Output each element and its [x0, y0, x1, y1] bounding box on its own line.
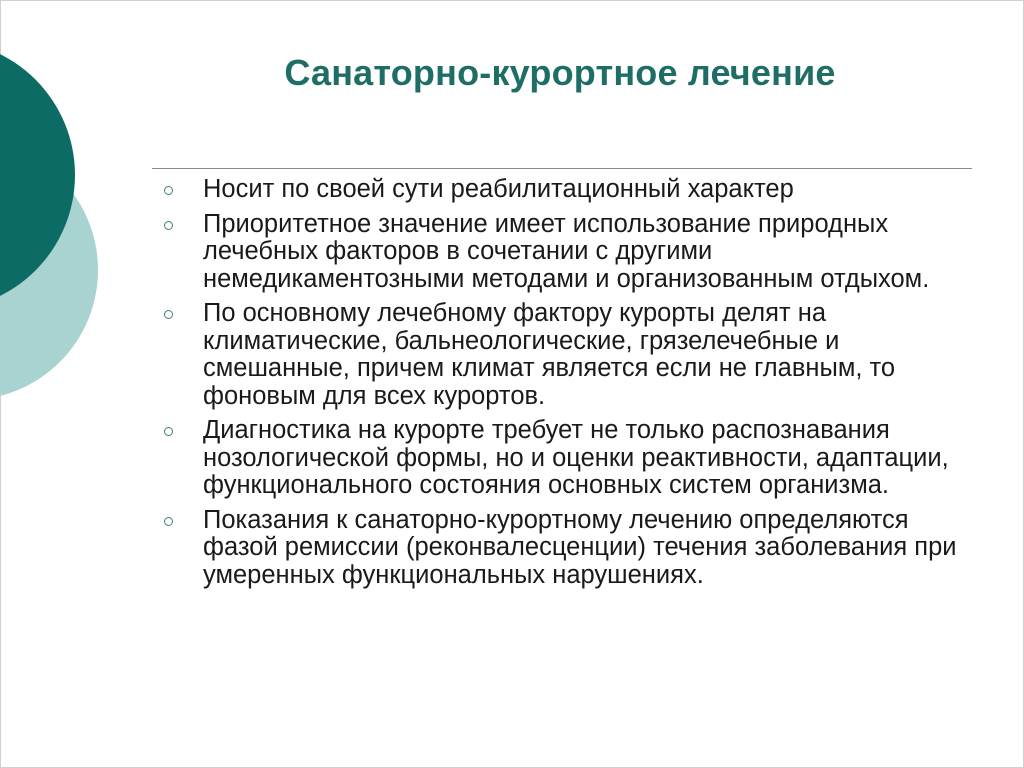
slide-title: Санаторно-курортное лечение	[284, 52, 836, 93]
bullet-text: Диагностика на курорте требует не только распознавания нозологической формы, но и оценки реактивности, адаптации, функционального состояния основных систем организма.	[203, 416, 949, 499]
bullet-list	[160, 176, 980, 596]
bullet-text: Носит по своей сути реабилитационный характер	[203, 175, 794, 203]
bullet-item	[160, 176, 980, 204]
bullet-item	[160, 417, 980, 500]
bullet-item	[160, 211, 980, 294]
decorative-circles	[0, 0, 110, 420]
bullet-text: Показания к санаторно-курортному лечению определяются фазой ремиссии (реконвалесценции) течения заболевания при умеренных функциональных нарушениях.	[203, 505, 957, 589]
hollow-circle-bullet-icon	[164, 427, 173, 436]
hollow-circle-bullet-icon	[164, 517, 173, 526]
bullet-text: Приоритетное значение имеет использование природных лечебных факторов в сочетании с другими немедикаментозными методами и организованным отдыхом.	[203, 209, 930, 293]
hollow-circle-bullet-icon	[164, 310, 173, 319]
bullet-text: По основному лечебному фактору курорты делят на климатические, бальнеологические, грязелечебные и смешанные, причем климат является если не главным, то фоновым для всех курортов.	[203, 299, 896, 410]
bullet-item	[160, 507, 980, 590]
hollow-circle-bullet-icon	[164, 221, 173, 230]
title-divider	[152, 168, 972, 169]
hollow-circle-bullet-icon	[164, 186, 173, 195]
bullet-item	[160, 300, 980, 410]
